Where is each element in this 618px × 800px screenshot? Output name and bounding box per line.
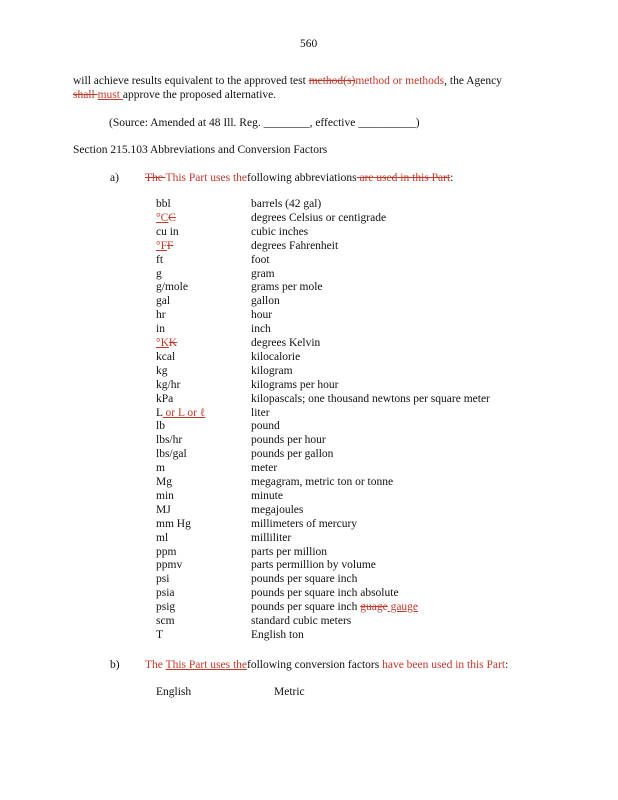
abbreviation-meaning	[251, 309, 272, 321]
abbreviation-meaning	[251, 490, 283, 502]
meaning-text: pounds per square inch	[251, 573, 358, 586]
abbreviation	[156, 393, 173, 405]
abbreviation-text: ft	[156, 253, 164, 266]
deleted-text: method(s)	[308, 75, 356, 87]
abbreviation-meaning	[251, 448, 333, 460]
table-row	[0, 615, 618, 629]
meaning-text: millimeters of mercury	[251, 517, 358, 530]
table-row	[0, 448, 618, 462]
abbreviation-text: ppm	[156, 545, 177, 558]
meaning-text: meter	[251, 462, 278, 475]
abbreviation-text: mm Hg	[156, 517, 191, 530]
source-text: , effective	[309, 117, 359, 129]
deleted-text: are used in this Part	[356, 172, 451, 184]
abbreviation-text: psig	[156, 601, 176, 614]
abbreviation-meaning	[251, 212, 386, 224]
meaning-text: kilogram	[251, 364, 293, 377]
abbreviation-text: psia	[156, 587, 175, 600]
meaning-text: kilopascals; one thousand newtons per square meter	[251, 392, 490, 405]
abbreviation-meaning	[251, 615, 351, 627]
meaning-text: inch	[251, 323, 271, 336]
deleted-text: F	[167, 239, 174, 252]
abbreviation-meaning	[251, 226, 308, 238]
abbreviation-text: kPa	[156, 392, 174, 405]
abbreviation-text: g/mole	[156, 281, 188, 294]
abbreviation	[156, 476, 172, 488]
inserted-text: method or methods	[355, 75, 445, 87]
table-row	[0, 532, 618, 546]
table-row	[0, 434, 618, 448]
para-text: , the Agency	[444, 75, 502, 87]
abbreviation	[156, 212, 176, 224]
table-row	[0, 379, 618, 393]
abbreviation-meaning	[251, 254, 270, 266]
table-row	[0, 573, 618, 587]
meaning-text: parts permillion by volume	[251, 559, 376, 572]
abbreviation-text: L	[156, 406, 163, 419]
meaning-text: degrees Kelvin	[251, 337, 321, 349]
meaning-text: milliliter	[251, 531, 292, 544]
table-row	[0, 337, 618, 351]
inserted-text: must	[97, 89, 123, 101]
table-row	[0, 198, 618, 212]
abbreviation-text: °K	[156, 337, 169, 349]
table-row	[0, 587, 618, 601]
abbreviation	[156, 309, 166, 321]
abbreviation	[156, 365, 168, 377]
abbreviation-text: °C	[156, 211, 169, 224]
page-number: 560	[300, 38, 318, 50]
abbreviation-text: g	[156, 267, 162, 280]
abbreviation	[156, 490, 174, 502]
table-row	[0, 240, 618, 254]
item-b-text-part: :	[505, 659, 509, 671]
meaning-text: pounds per gallon	[251, 448, 334, 461]
meaning-text: barrels (42 gal)	[251, 198, 322, 210]
table-row	[0, 420, 618, 434]
abbreviation-meaning	[251, 462, 277, 474]
abbreviation	[156, 407, 205, 419]
item-a-text	[145, 172, 453, 184]
abbreviation	[156, 504, 171, 516]
table-row	[0, 254, 618, 268]
table-row	[0, 365, 618, 379]
abbreviation-meaning	[251, 559, 376, 571]
table-row	[0, 309, 618, 323]
meaning-text: megajoules	[251, 503, 304, 516]
inserted-text: gauge	[387, 601, 419, 614]
english-header: English	[156, 686, 192, 698]
meaning-text: pounds per square inch	[251, 601, 358, 614]
paragraph-line-2	[73, 89, 276, 101]
abbreviation	[156, 434, 182, 446]
meaning-text: gram	[251, 267, 275, 280]
para-text: approve the proposed alternative.	[122, 89, 277, 101]
meaning-text: kilograms per hour	[251, 378, 339, 391]
abbreviation-text: bbl	[156, 198, 171, 210]
abbreviation	[156, 323, 165, 335]
inserted-text: This Part uses the	[165, 172, 247, 184]
abbreviation	[156, 546, 176, 558]
source-blank: __________	[358, 117, 416, 129]
meaning-text: English ton	[251, 628, 304, 641]
meaning-text: pounds per hour	[251, 434, 326, 447]
abbreviation-meaning	[251, 629, 304, 641]
abbreviation-meaning	[251, 518, 357, 530]
table-row	[0, 546, 618, 560]
abbreviation-text: lbs/hr	[156, 434, 183, 447]
table-row	[0, 629, 618, 643]
abbreviation-meaning	[251, 295, 280, 307]
item-b-text-part: The	[145, 659, 166, 671]
inserted-text: or L or ℓ	[162, 406, 206, 419]
abbreviation	[156, 240, 173, 252]
table-row	[0, 504, 618, 518]
abbreviation-meaning	[251, 573, 357, 585]
source-text: (Source: Amended at 48 Ill. Reg.	[109, 117, 264, 129]
source-note	[109, 117, 420, 129]
abbreviation	[156, 254, 163, 266]
abbreviation-meaning	[251, 351, 300, 363]
table-row	[0, 559, 618, 573]
inserted-text: This Part uses the	[165, 659, 247, 671]
abbreviation	[156, 448, 187, 460]
deleted-text: C	[168, 211, 176, 224]
meaning-text: kilocalorie	[251, 350, 301, 363]
abbreviation-text: kg	[156, 364, 168, 377]
abbreviation-text: m	[156, 462, 165, 475]
abbreviation-meaning	[251, 476, 393, 488]
abbreviation-text: ml	[156, 531, 169, 544]
abbreviation	[156, 420, 165, 432]
abbreviation	[156, 587, 175, 599]
abbreviation-text: gal	[156, 295, 171, 308]
section-heading: Section 215.103 Abbreviations and Conversion Factors	[73, 144, 328, 156]
abbreviation-meaning	[251, 546, 327, 558]
abbreviation-meaning	[251, 281, 323, 293]
deleted-text: K	[168, 337, 178, 349]
abbreviation-meaning	[251, 365, 293, 377]
meaning-text: gallon	[251, 295, 280, 308]
paragraph-line-1	[73, 75, 502, 87]
abbreviation-text: cu in	[156, 225, 179, 238]
item-text: :	[450, 172, 454, 184]
abbreviation	[156, 379, 180, 391]
meaning-text: cubic inches	[251, 225, 309, 238]
abbreviation	[156, 532, 168, 544]
source-blank: ________	[263, 117, 310, 129]
abbreviation	[156, 351, 175, 363]
item-b-text-part: have been used in this Part	[379, 659, 506, 671]
abbreviation-text: hr	[156, 309, 166, 322]
abbreviation	[156, 615, 175, 627]
table-row	[0, 601, 618, 615]
table-row	[0, 212, 618, 226]
meaning-text: parts per million	[251, 545, 328, 558]
item-a-label: a)	[110, 172, 119, 184]
abbreviation-meaning	[251, 587, 399, 599]
abbreviation-meaning	[251, 504, 303, 516]
meaning-text: grams per mole	[251, 281, 323, 294]
abbreviation-meaning	[251, 532, 291, 544]
item-b-label: b)	[110, 659, 120, 671]
abbreviation-meaning	[251, 268, 275, 280]
abbreviation-meaning	[251, 379, 339, 391]
abbreviation	[156, 281, 188, 293]
abbreviation-text: MJ	[156, 503, 171, 516]
deleted-text: shall	[73, 89, 98, 101]
table-row	[0, 518, 618, 532]
table-row	[0, 295, 618, 309]
abbreviation-meaning	[251, 337, 320, 349]
table-row	[0, 268, 618, 282]
abbreviation-text: scm	[156, 615, 175, 627]
meaning-text: pound	[251, 420, 280, 433]
abbreviation	[156, 629, 163, 641]
abbreviation-text: ppmv	[156, 559, 183, 572]
abbreviation-meaning	[251, 420, 280, 432]
meaning-text: megagram, metric ton or tonne	[251, 476, 394, 488]
abbreviation-text: kcal	[156, 350, 176, 363]
table-row	[0, 490, 618, 504]
abbreviation	[156, 573, 169, 585]
para-text: will achieve results equivalent to the approved test	[73, 75, 309, 87]
meaning-text: pounds per square inch absolute	[251, 587, 399, 600]
abbreviation-text: Mg	[156, 476, 172, 488]
abbreviation-text: T	[156, 628, 164, 641]
meaning-text: minute	[251, 489, 283, 502]
meaning-text: hour	[251, 309, 273, 322]
source-text: )	[415, 117, 420, 129]
table-row	[0, 323, 618, 337]
abbreviation	[156, 462, 165, 474]
deleted-text: The	[145, 172, 166, 184]
table-row	[0, 351, 618, 365]
abbreviation-meaning	[251, 393, 490, 405]
abbreviation	[156, 559, 182, 571]
abbreviation	[156, 198, 171, 210]
abbreviation-meaning	[251, 323, 271, 335]
abbreviation-meaning	[251, 407, 270, 419]
table-row	[0, 476, 618, 490]
abbreviation-text: psi	[156, 573, 170, 586]
abbreviation-text: in	[156, 323, 165, 336]
deleted-text: guage	[360, 601, 388, 614]
abbreviation	[156, 337, 177, 349]
item-b-text-part: following conversion factors	[247, 659, 380, 671]
abbreviation	[156, 226, 179, 238]
table-row	[0, 393, 618, 407]
meaning-text: standard cubic meters	[251, 615, 352, 627]
meaning-text: degrees Fahrenheit	[251, 239, 339, 252]
table-row	[0, 226, 618, 240]
abbreviation	[156, 295, 170, 307]
abbreviation-text: lbs/gal	[156, 448, 187, 461]
item-b-text	[145, 659, 508, 671]
abbreviation-text: min	[156, 489, 174, 502]
meaning-text: foot	[251, 253, 270, 266]
meaning-text: degrees Celsius or centigrade	[251, 211, 387, 224]
abbreviation-meaning	[251, 601, 418, 613]
abbreviation	[156, 601, 175, 613]
table-row	[0, 462, 618, 476]
abbreviation	[156, 268, 162, 280]
abbreviation-text: lb	[156, 420, 165, 433]
item-text: following abbreviations	[247, 172, 357, 184]
table-row	[0, 281, 618, 295]
abbreviation-meaning	[251, 198, 321, 210]
table-row	[0, 407, 618, 421]
meaning-text: liter	[251, 406, 270, 419]
metric-header: Metric	[274, 686, 305, 698]
abbreviation-text: kg/hr	[156, 378, 181, 391]
abbreviation-meaning	[251, 434, 326, 446]
abbreviation-text: °F	[156, 239, 167, 252]
abbreviation	[156, 518, 191, 530]
abbreviation-meaning	[251, 240, 338, 252]
